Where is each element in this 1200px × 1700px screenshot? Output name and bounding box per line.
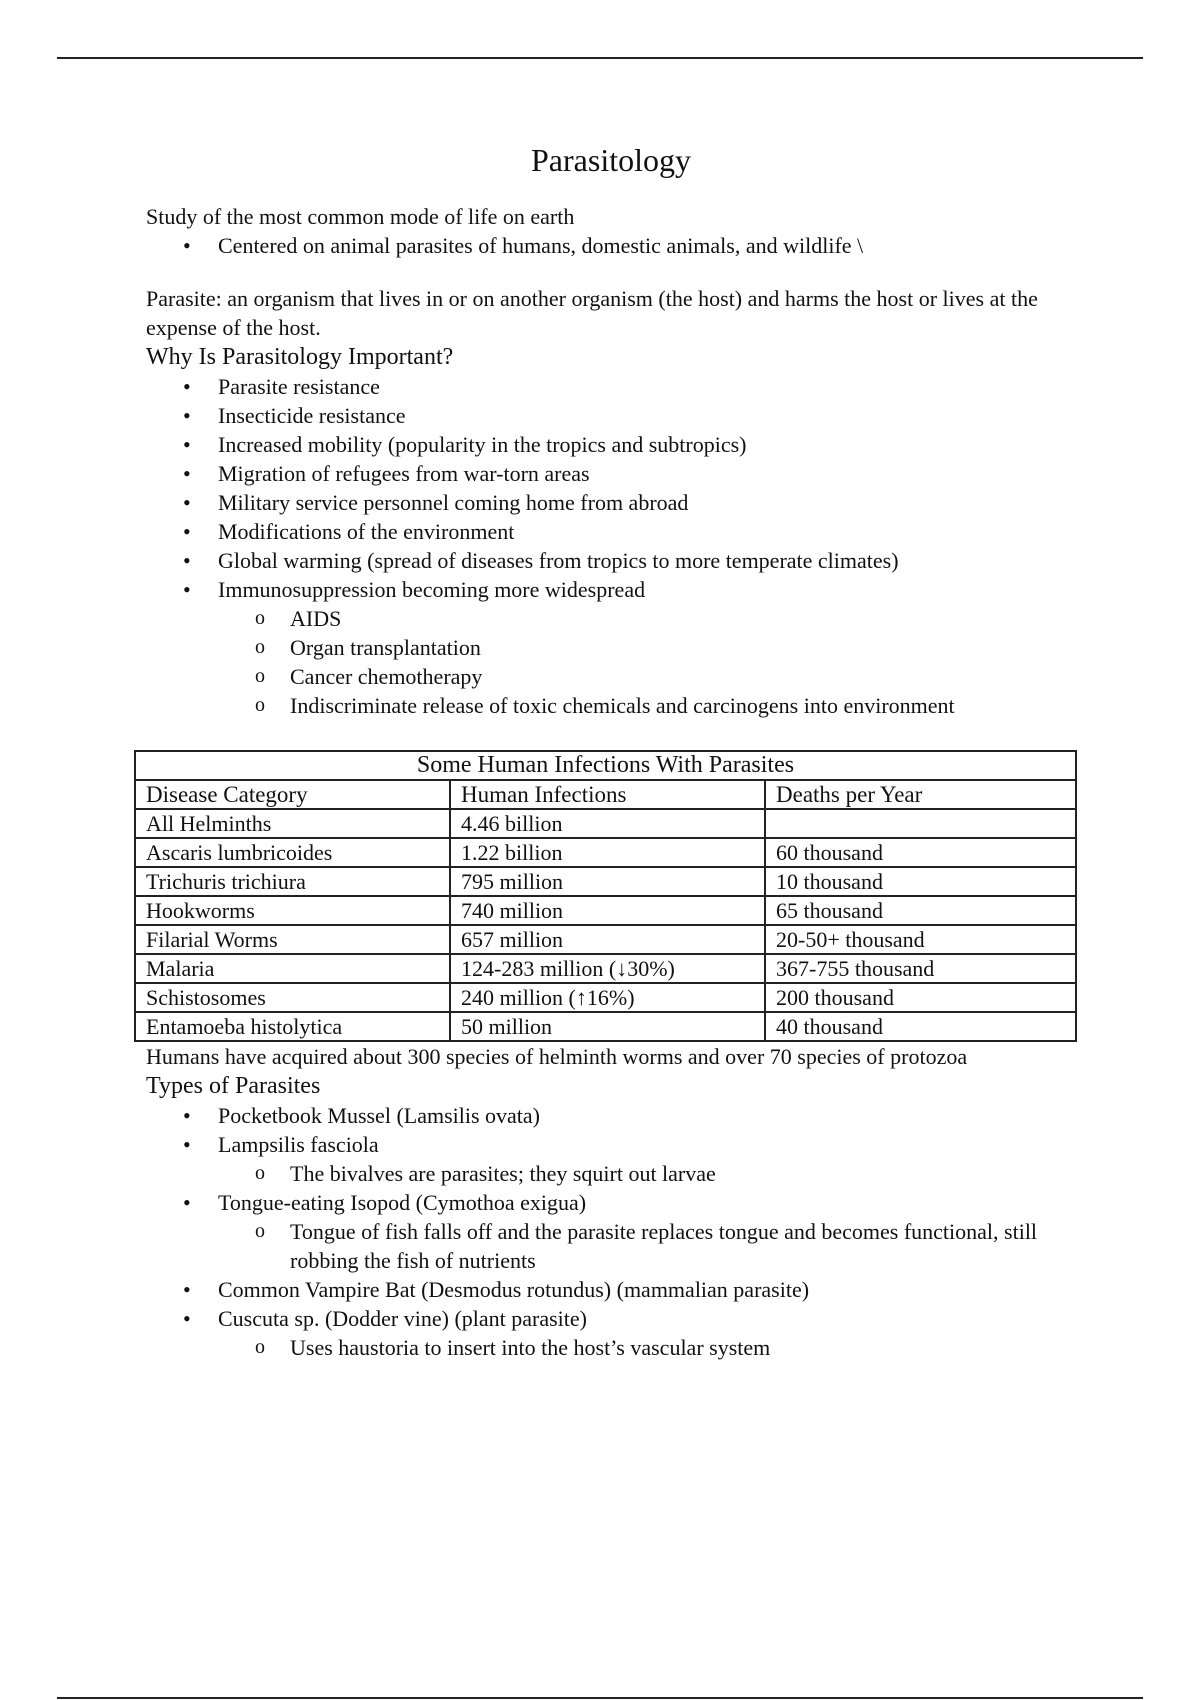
table-cell: 200 thousand bbox=[765, 983, 1076, 1012]
sub-list-item-text: AIDS bbox=[290, 606, 342, 631]
table-header-row bbox=[135, 780, 1076, 809]
immunosuppression-sub-list bbox=[218, 604, 1076, 720]
bullet-icon: • bbox=[183, 1306, 191, 1331]
table-cell: 4.46 billion bbox=[450, 809, 765, 838]
table-cell: 795 million bbox=[450, 867, 765, 896]
table-cell: Schistosomes bbox=[135, 983, 450, 1012]
bullet-icon: • bbox=[183, 519, 191, 544]
bullet-icon: • bbox=[183, 233, 191, 258]
circle-bullet-icon: o bbox=[255, 1220, 265, 1242]
table-row bbox=[135, 896, 1076, 925]
table-row bbox=[135, 838, 1076, 867]
sub-list-item-text: Tongue of fish falls off and the parasite replaces tongue and becomes functional, still robbing the fish of nutrients bbox=[290, 1219, 1038, 1273]
lampsilis-sub-wrap bbox=[218, 1159, 1076, 1188]
sub-list-item bbox=[218, 662, 1076, 691]
column-header: Disease Category bbox=[135, 780, 450, 809]
list-item bbox=[146, 372, 1076, 401]
sub-list-item bbox=[218, 633, 1076, 662]
table-cell: 657 million bbox=[450, 925, 765, 954]
types-bullet-list bbox=[146, 1188, 1076, 1217]
list-item-text: Insecticide resistance bbox=[218, 403, 406, 428]
sub-list-item bbox=[218, 1159, 1076, 1188]
bullet-icon: • bbox=[183, 1103, 191, 1128]
parasite-definition: Parasite: an organism that lives in or on another organism (the host) and harms the host or lives at the expense of the host. bbox=[146, 286, 1038, 340]
list-item-text: Increased mobility (popularity in the tropics and subtropics) bbox=[218, 432, 747, 457]
intro-bullet-list bbox=[146, 231, 1076, 260]
top-rule bbox=[57, 57, 1143, 59]
column-header: Human Infections bbox=[450, 780, 765, 809]
isopod-sub-list bbox=[218, 1217, 1076, 1275]
list-item bbox=[146, 401, 1076, 430]
list-item bbox=[146, 575, 1076, 604]
list-item-text: Lampsilis fasciola bbox=[218, 1132, 379, 1157]
types-bullet-list bbox=[146, 1275, 1076, 1333]
table-cell: Filarial Worms bbox=[135, 925, 450, 954]
list-item bbox=[146, 488, 1076, 517]
list-item bbox=[146, 1275, 1076, 1304]
bullet-icon: • bbox=[183, 432, 191, 457]
infections-table bbox=[134, 750, 1077, 1042]
table-cell: 740 million bbox=[450, 896, 765, 925]
list-item-text: Military service personnel coming home from abroad bbox=[218, 490, 689, 515]
cuscuta-sub-wrap bbox=[218, 1333, 1076, 1362]
table-row bbox=[135, 1012, 1076, 1041]
circle-bullet-icon: o bbox=[255, 1336, 265, 1358]
circle-bullet-icon: o bbox=[255, 607, 265, 629]
sub-list-item bbox=[218, 691, 1076, 720]
circle-bullet-icon: o bbox=[255, 694, 265, 716]
types-heading: Types of Parasites bbox=[146, 1073, 321, 1099]
table-cell: 60 thousand bbox=[765, 838, 1076, 867]
table-cell: 124-283 million (↓30%) bbox=[450, 954, 765, 983]
sub-list-item bbox=[218, 604, 1076, 633]
bullet-icon: • bbox=[183, 1190, 191, 1215]
table-row bbox=[135, 925, 1076, 954]
bottom-rule bbox=[57, 1697, 1143, 1699]
sub-list-item-text: Uses haustoria to insert into the host’s vascular system bbox=[290, 1335, 771, 1360]
cuscuta-sub-list bbox=[218, 1333, 1076, 1362]
list-item bbox=[146, 231, 1076, 260]
sub-list-item bbox=[218, 1333, 1076, 1362]
bullet-icon: • bbox=[183, 374, 191, 399]
types-bullet-list bbox=[146, 1101, 1076, 1159]
list-item-text: Modifications of the environment bbox=[218, 519, 515, 544]
list-item bbox=[146, 517, 1076, 546]
sub-list-item bbox=[218, 1217, 1076, 1275]
bullet-icon: • bbox=[183, 548, 191, 573]
bullet-icon: • bbox=[183, 577, 191, 602]
list-item bbox=[146, 1188, 1076, 1217]
list-item bbox=[146, 1130, 1076, 1159]
table-cell: Ascaris lumbricoides bbox=[135, 838, 450, 867]
table-row bbox=[135, 809, 1076, 838]
sub-list-item-text: Indiscriminate release of toxic chemicals and carcinogens into environment bbox=[290, 693, 955, 718]
bullet-icon: • bbox=[183, 1277, 191, 1302]
list-item-text: Tongue-eating Isopod (Cymothoa exigua) bbox=[218, 1190, 587, 1215]
table-cell: 367-755 thousand bbox=[765, 954, 1076, 983]
circle-bullet-icon: o bbox=[255, 665, 265, 687]
table-cell: All Helminths bbox=[135, 809, 450, 838]
circle-bullet-icon: o bbox=[255, 636, 265, 658]
table-cell: 1.22 billion bbox=[450, 838, 765, 867]
intro-text: Study of the most common mode of life on earth bbox=[146, 204, 575, 229]
table-footnote: Humans have acquired about 300 species of helminth worms and over 70 species of protozoa bbox=[146, 1044, 968, 1069]
list-item-text: Parasite resistance bbox=[218, 374, 380, 399]
bullet-icon: • bbox=[183, 1132, 191, 1157]
list-item-text: Pocketbook Mussel (Lamsilis ovata) bbox=[218, 1103, 541, 1128]
list-item bbox=[146, 546, 1076, 575]
table-row bbox=[135, 983, 1076, 1012]
list-item bbox=[146, 430, 1076, 459]
list-item-text: Cuscuta sp. (Dodder vine) (plant parasite) bbox=[218, 1306, 587, 1331]
list-item bbox=[146, 459, 1076, 488]
sub-list-item-text: Organ transplantation bbox=[290, 635, 481, 660]
table-row bbox=[135, 867, 1076, 896]
column-header: Deaths per Year bbox=[765, 780, 1076, 809]
page-title: Parasitology bbox=[531, 142, 691, 178]
circle-bullet-icon: o bbox=[255, 1162, 265, 1184]
table-cell: Malaria bbox=[135, 954, 450, 983]
table-cell: Entamoeba histolytica bbox=[135, 1012, 450, 1041]
list-item-text: Global warming (spread of diseases from tropics to more temperate climates) bbox=[218, 548, 899, 573]
sub-list-item-text: The bivalves are parasites; they squirt out larvae bbox=[290, 1161, 716, 1186]
list-item bbox=[146, 1304, 1076, 1333]
isopod-sub-wrap bbox=[218, 1217, 1076, 1275]
table-caption: Some Human Infections With Parasites bbox=[135, 751, 1076, 780]
table-cell: 20-50+ thousand bbox=[765, 925, 1076, 954]
sub-list-item-text: Cancer chemotherapy bbox=[290, 664, 483, 689]
list-item-text: Immunosuppression becoming more widespread bbox=[218, 577, 646, 602]
immunosuppression-sub-wrap bbox=[218, 604, 1076, 720]
bullet-icon: • bbox=[183, 403, 191, 428]
document-body bbox=[146, 140, 1076, 1362]
table-row bbox=[135, 954, 1076, 983]
list-item-text: Centered on animal parasites of humans, domestic animals, and wildlife \ bbox=[218, 233, 864, 258]
list-item-text: Common Vampire Bat (Desmodus rotundus) (mammalian parasite) bbox=[218, 1277, 810, 1302]
table-cell: 10 thousand bbox=[765, 867, 1076, 896]
bullet-icon: • bbox=[183, 490, 191, 515]
table-caption-row bbox=[135, 751, 1076, 780]
table-cell bbox=[765, 809, 1076, 838]
importance-heading: Why Is Parasitology Important? bbox=[146, 344, 454, 370]
lampsilis-sub-list bbox=[218, 1159, 1076, 1188]
table-cell: 240 million (↑16%) bbox=[450, 983, 765, 1012]
table-cell: 65 thousand bbox=[765, 896, 1076, 925]
table-cell: 40 thousand bbox=[765, 1012, 1076, 1041]
list-item-text: Migration of refugees from war-torn areas bbox=[218, 461, 590, 486]
table-cell: Trichuris trichiura bbox=[135, 867, 450, 896]
bullet-icon: • bbox=[183, 461, 191, 486]
table-cell: Hookworms bbox=[135, 896, 450, 925]
table-cell: 50 million bbox=[450, 1012, 765, 1041]
list-item bbox=[146, 1101, 1076, 1130]
importance-bullet-list bbox=[146, 372, 1076, 604]
